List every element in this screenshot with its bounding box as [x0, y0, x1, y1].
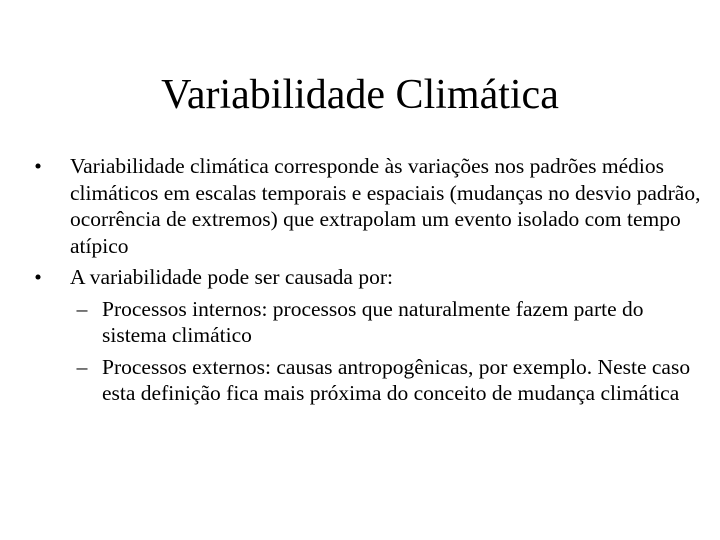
- sub-bullet-item: [28, 354, 708, 407]
- bullet-text: Variabilidade climática corresponde às variações nos padrões médios climáticos em escalas temporais e espaciais (mudanças no desvio padrão, ocorrência de extremos) que extrapolam um evento isolado com tempo atípico: [70, 154, 701, 258]
- sub-bullet-item: [28, 296, 708, 349]
- bullet-text: A variabilidade pode ser causada por:: [70, 265, 393, 289]
- bullet-item: [28, 264, 708, 291]
- sub-bullet-marker: –: [76, 296, 88, 321]
- sub-bullet-marker: –: [76, 354, 88, 379]
- sub-bullet-text: Processos externos: causas antropogênicas, por exemplo. Neste caso esta definição fica mais próxima do conceito de mudança climática: [102, 354, 691, 405]
- bullet-item: [28, 153, 708, 259]
- bullet-marker: •: [34, 154, 42, 178]
- bullet-marker: •: [34, 265, 42, 289]
- sub-bullet-text: Processos internos: processos que naturalmente fazem parte do sistema climático: [102, 296, 644, 347]
- slide-body: [28, 153, 708, 412]
- slide-title: Variabilidade Climática: [161, 72, 559, 118]
